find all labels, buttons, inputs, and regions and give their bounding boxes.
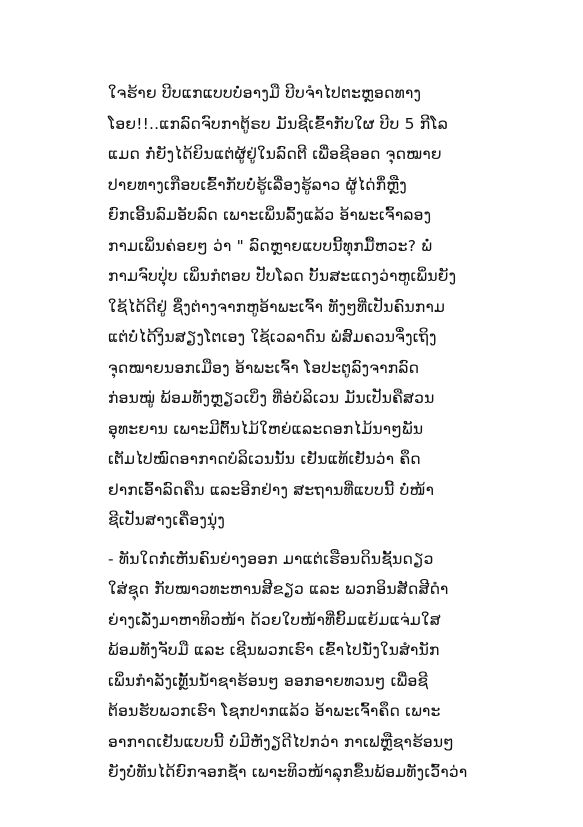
- text-line: ຕ້ອນຮັບພວກເຮົາ ໂຊກປາກແລ້ວ ອ້າພະເຈົ້າຄຶດ ເພາະ: [108, 702, 441, 720]
- text-line: ອາກາດເຢັນແບບນີ້ ບໍ່ມີຫັງຽດີໄປກວ່າ ກາເຟຫຼືຊາຮ້ອນໆ: [108, 732, 454, 751]
- text-line: ຍ່າງເລັ່ງມາຫາທິວໜ້າ ດ້ວຍໃບໜ້າທີ່ຍິ້ມແຍ້ມແຈ່ມໃສ: [108, 610, 441, 629]
- text-line: ໃຊ້ໄດ້ດີຢູ່ ຊຶ່ງຕ່າງຈາກຫູອ້າພະເຈົ້າ ທັງໆທີ່ເປັນຄົນກາມ: [108, 297, 446, 316]
- text-line: ຍົກເອີ້ນລົມອັບລົດ ເພາະເພິ່ນລົ້ງແລ້ວ ອ້າພະເຈົ້າລອງ: [108, 206, 432, 224]
- paragraph-2: [108, 544, 478, 788]
- text-line: ພ້ອມທັງຈັບມື ແລະ ເຊີນພວກເຮົາ ເຂົ້າໄປນັ່ງໃນສຳນັກ: [108, 641, 440, 659]
- text-line: ໂອຍ!!..ແກລົດຈົບກາຕູ້ຣບ ມັນຊີເຂົ້າກັບໃຜ ບີບ 5 ກີໂລ: [108, 114, 448, 133]
- text-line: ແມດ ກໍ່ຍັງໄດ້ຍິນແຕ່ຜູ້ຢູ່ໃນລົດຕີ ເພື່ອຊີອອດ ຈຸດໝາຍ: [108, 145, 442, 163]
- text-line: ຍັງບໍ່ທັນໄດ້ຍົກຈອກຊ້ຳ ເພາະທິວໜ້າລຸກຂຶ້ນພ້ອມທັງເວົ້າວ່າ: [108, 763, 468, 781]
- text-line: ແຕ່ບໍ່ໄດ້ງິນສຽງໂຕເອງ ໃຊ້ເວລາດົນ ພໍສົມຄວນຈຶ່ງເຖິງ: [108, 328, 437, 346]
- text-line: ກ່ອນໝູ່ ພ້ອມທັງຫຼຽວເບິ່ງ ທີ່ອ່ບໍລິເວນ ມັນເປັນຄືສວນ: [108, 389, 435, 407]
- text-line: ກາມເພິ່ນຄ່ອຍໆ ວ່າ " ລົດຫຼາຍແບບນີ້ທຸກມື້ຫວະ? ພໍ່: [108, 236, 433, 255]
- text-line: ອຸທະຍານ ເພາະມີຕົ້ນໄມ້ໃຫຍ່ແລະດອກໄມ້ນາໆພັນ: [108, 419, 424, 438]
- text-line: ເຕັມໄປໝົດອາກາດບໍລິເວນນັ້ນ ເຢັນແທ້ເຢັນວ່າ ຄຶດ: [108, 450, 421, 468]
- text-line: ປາຍທາງເກືອບເຂົ້າກັບບໍ່ຮູ້ເລື່ອງຮູ້ລາວ ຜູ້ໄດ່ກຶ່ຫຼືງ: [108, 175, 407, 194]
- text-line: ກາມຈົບປຸ່ບ ເພິ່ນກໍຕອບ ປັບໂລດ ບັ້ນສະແດງວ່າຫູເພິ່ນຍັງ: [108, 267, 457, 285]
- text-line: ໃສ່ຊຸດ ກັບໝາວທະຫານສີຂຽວ ແລະ ພວກອິນສັດສີດຳ: [108, 580, 449, 598]
- text-line: ໃຈຮ້າຍ ບີບແກແບບບໍ່ອາງມື ບີບຈຳໄປຕະຫຼອດທາງ: [108, 84, 422, 102]
- text-line: ເພິ່ນກຳລັງເທຼັ້ນນ້ຳຊາຮ້ອນໆ ອອກອາຍທວນໆ ເພື່ອຊີ: [108, 671, 429, 690]
- text-line: ຈຸດໝາຍນອກເມືອງ ອ້າພະເຈົ້າ ໂອປະຕູລົງຈາກລົດ: [108, 358, 420, 377]
- paragraph-gap: [108, 536, 478, 544]
- text-line: - ທັນໃດກໍ່ເຫັນຄົນຍ່າງອອກ ມາແຕ່ເຮືອນດິນຊັ້ນດຽວ: [108, 549, 434, 568]
- text-line: ຢາກເອົ້າລົດຄືນ ແລະອີກຢ່າງ ສະຖານທີ່ແບບນີ້ ບໍ່ໜ້າ: [108, 480, 435, 499]
- text-line: ຊີເປັນສາງເຄື່ອງນຸ່ງ: [108, 511, 226, 529]
- body-text: [108, 78, 478, 788]
- paragraph-1: [108, 78, 478, 536]
